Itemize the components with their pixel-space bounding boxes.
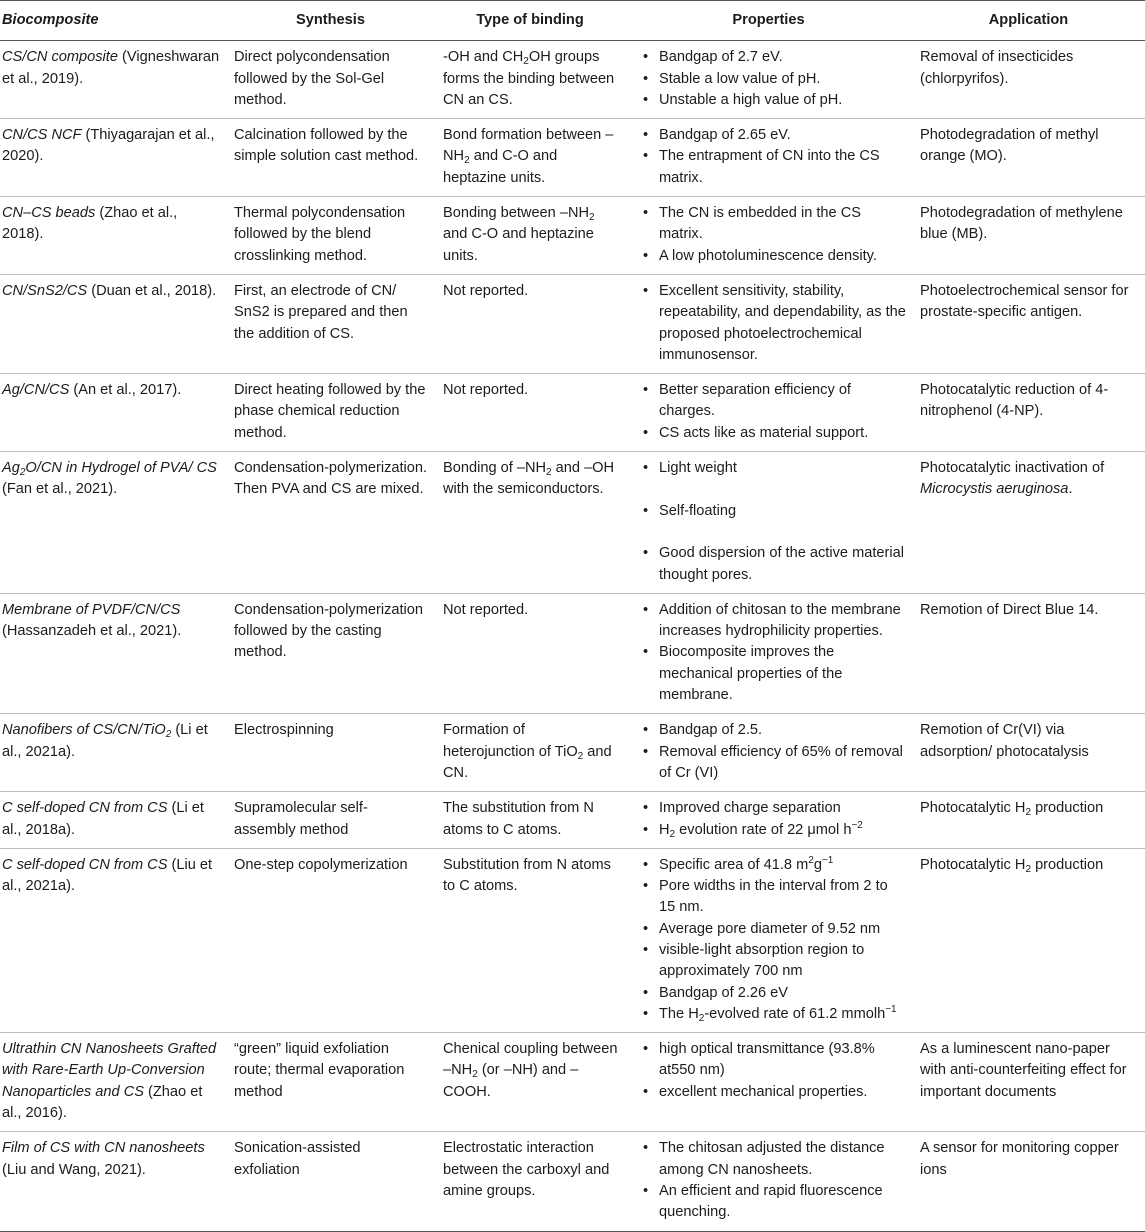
properties-list <box>643 600 906 706</box>
list-item: • The CN is embedded in the CS matrix. <box>643 203 906 246</box>
cell-synthesis: First, an electrode of CN/ SnS2 is prepared and then the addition of CS. <box>226 274 435 373</box>
cell-binding: Chenical coupling between $-NH_2$ (or –NH) and –COOH. <box>435 1033 625 1132</box>
list-item: • Bandgap of 2.65 eV. <box>643 125 906 146</box>
table-row <box>0 452 1145 594</box>
cell-application: Remotion of Cr(VI) via adsorption/ photocatalysis <box>912 714 1145 792</box>
list-item: • Removal efficiency of 65% of removal of Cr (VI) <box>643 742 906 785</box>
list-item: • The entrapment of CN into the CS matrix. <box>643 146 906 189</box>
table-body <box>0 41 1145 1231</box>
cell-binding: Substitution from N atoms to C atoms. <box>435 848 625 1032</box>
cell-synthesis: Direct heating followed by the phase chemical reduction method. <box>226 374 435 452</box>
properties-list <box>643 1138 906 1223</box>
cell-biocomposite: Ultrathin CN Nanosheets Grafted with Rare-Earth Up-Conversion Nanoparticles and CS (Zhao et al., 2016). <box>0 1033 226 1132</box>
list-item: • Light weight <box>643 458 906 479</box>
properties-list <box>643 281 906 366</box>
properties-list <box>643 380 906 444</box>
list-item: • Biocomposite improves the mechanical properties of the membrane. <box>643 642 906 706</box>
cell-application: Photoelectrochemical sensor for prostate-specific antigen. <box>912 274 1145 373</box>
cell-application: A sensor for monitoring copper ions <box>912 1132 1145 1231</box>
cell-binding: Not reported. <box>435 274 625 373</box>
cell-binding: -OH and $CH_2OH$ groups forms the binding between CN an CS. <box>435 41 625 119</box>
header-application: Application <box>912 1 1145 41</box>
cell-synthesis: Thermal polycondensation followed by the blend crosslinking method. <box>226 197 435 275</box>
list-item: • CS acts like as material support. <box>643 423 906 444</box>
cell-biocomposite: $Ag_2O/CN$ in Hydrogel of PVA/ CS (Fan et al., 2021). <box>0 452 226 594</box>
properties-list <box>643 1039 906 1103</box>
properties-list <box>643 125 906 189</box>
cell-biocomposite: CN–CS beads (Zhao et al., 2018). <box>0 197 226 275</box>
list-item: • Specific area of 41.8 $m^2g^{-1}$ <box>643 855 906 876</box>
list-item: • Self-floating <box>643 501 906 522</box>
table-row <box>0 374 1145 452</box>
cell-biocomposite: Nanofibers of CS/CN/TiO$_2$ (Li et al., 2021a). <box>0 714 226 792</box>
cell-synthesis: One-step copolymerization <box>226 848 435 1032</box>
table-row <box>0 1132 1145 1231</box>
cell-synthesis: Supramolecular self-assembly method <box>226 792 435 849</box>
cell-binding: Not reported. <box>435 593 625 713</box>
list-item: • A low photoluminescence density. <box>643 246 906 267</box>
cell-binding: Bond formation between $-NH_2$ and C-O and heptazine units. <box>435 119 625 197</box>
list-item: • Unstable a high value of pH. <box>643 90 906 111</box>
cell-synthesis: Condensation-polymerization followed by the casting method. <box>226 593 435 713</box>
cell-biocomposite: Membrane of PVDF/CN/CS (Hassanzadeh et al., 2021). <box>0 593 226 713</box>
table-row <box>0 593 1145 713</box>
cell-properties <box>625 452 912 594</box>
table-row <box>0 848 1145 1032</box>
table-row <box>0 714 1145 792</box>
cell-properties <box>625 41 912 119</box>
list-item: • Bandgap of 2.5. <box>643 720 906 741</box>
cell-properties <box>625 1033 912 1132</box>
header-biocomposite: Biocomposite <box>0 1 226 41</box>
list-item: • visible-light absorption region to approximately 700 nm <box>643 940 906 983</box>
list-item: • Bandgap of 2.26 eV <box>643 983 906 1004</box>
header-synthesis: Synthesis <box>226 1 435 41</box>
cell-biocomposite: C self-doped CN from CS (Li et al., 2018a). <box>0 792 226 849</box>
list-item: • high optical transmittance (93.8% at550 nm) <box>643 1039 906 1082</box>
list-item: • Bandgap of 2.7 eV. <box>643 47 906 68</box>
cell-application: Removal of insecticides (chlorpyrifos). <box>912 41 1145 119</box>
cell-synthesis: Direct polycondensation followed by the Sol-Gel method. <box>226 41 435 119</box>
cell-synthesis: Calcination followed by the simple solution cast method. <box>226 119 435 197</box>
cell-application: As a luminescent nano-paper with anti-counterfeiting effect for important documents <box>912 1033 1145 1132</box>
cell-biocomposite: CN/SnS2/CS (Duan et al., 2018). <box>0 274 226 373</box>
cell-synthesis: Condensation-polymerization. Then PVA and CS are mixed. <box>226 452 435 594</box>
cell-properties <box>625 1132 912 1231</box>
cell-application: Photocatalytic $H_2$ production <box>912 792 1145 849</box>
cell-properties <box>625 119 912 197</box>
list-item: • excellent mechanical properties. <box>643 1082 906 1103</box>
table-row <box>0 792 1145 849</box>
cell-application: Photocatalytic reduction of 4-nitrophenol (4-NP). <box>912 374 1145 452</box>
header-row <box>0 1 1145 41</box>
cell-biocomposite: C self-doped CN from CS (Liu et al., 2021a). <box>0 848 226 1032</box>
cell-properties <box>625 714 912 792</box>
header-properties: Properties <box>625 1 912 41</box>
properties-list <box>643 798 906 841</box>
cell-biocomposite: CS/CN composite (Vigneshwaran et al., 2019). <box>0 41 226 119</box>
list-item: • Pore widths in the interval from 2 to 15 nm. <box>643 876 906 919</box>
properties-list <box>643 855 906 1025</box>
cell-properties <box>625 374 912 452</box>
cell-synthesis: Sonication-assisted exfoliation <box>226 1132 435 1231</box>
cell-binding: Bonding of $-NH_2$ and –OH with the semiconductors. <box>435 452 625 594</box>
cell-properties <box>625 197 912 275</box>
cell-application: Photocatalytic $H_2$ production <box>912 848 1145 1032</box>
properties-list <box>643 47 906 111</box>
cell-synthesis: “green” liquid exfoliation route; thermal evaporation method <box>226 1033 435 1132</box>
list-item: • Stable a low value of pH. <box>643 69 906 90</box>
cell-properties <box>625 848 912 1032</box>
list-item: • Average pore diameter of 9.52 nm <box>643 919 906 940</box>
cell-properties <box>625 593 912 713</box>
list-item: • Addition of chitosan to the membrane increases hydrophilicity properties. <box>643 600 906 643</box>
cell-synthesis: Electrospinning <box>226 714 435 792</box>
cell-binding: Formation of heterojunction of TiO$_2$ and CN. <box>435 714 625 792</box>
table-row <box>0 197 1145 275</box>
cell-application: Remotion of Direct Blue 14. <box>912 593 1145 713</box>
cell-binding: Bonding between $-NH_2$ and C-O and heptazine units. <box>435 197 625 275</box>
cell-biocomposite: Ag/CN/CS (An et al., 2017). <box>0 374 226 452</box>
list-item: • The chitosan adjusted the distance among CN nanosheets. <box>643 1138 906 1181</box>
table-row <box>0 1033 1145 1132</box>
cell-binding: The substitution from N atoms to C atoms. <box>435 792 625 849</box>
table-row <box>0 41 1145 119</box>
table-row <box>0 119 1145 197</box>
cell-biocomposite: CN/CS NCF (Thiyagarajan et al., 2020). <box>0 119 226 197</box>
list-item: • $H_2$ evolution rate of 22 μmol $h^{-2}$ <box>643 820 906 841</box>
list-item: • Better separation efficiency of charges. <box>643 380 906 423</box>
cell-binding: Electrostatic interaction between the carboxyl and amine groups. <box>435 1132 625 1231</box>
cell-application: Photodegradation of methyl orange (MO). <box>912 119 1145 197</box>
cell-application: Photocatalytic inactivation of Microcystis aeruginosa. <box>912 452 1145 594</box>
table-row <box>0 274 1145 373</box>
header-binding: Type of binding <box>435 1 625 41</box>
list-item: • The $H_2$-evolved rate of 61.2 mmolh$^{-1}$ <box>643 1004 906 1025</box>
properties-list <box>643 458 906 586</box>
properties-list <box>643 720 906 784</box>
list-item: • Improved charge separation <box>643 798 906 819</box>
cell-binding: Not reported. <box>435 374 625 452</box>
cell-properties <box>625 792 912 849</box>
list-item: • Good dispersion of the active material thought pores. <box>643 543 906 586</box>
list-item: • An efficient and rapid fluorescence quenching. <box>643 1181 906 1224</box>
list-item: • Excellent sensitivity, stability, repeatability, and dependability, as the proposed photoelectrochemical immunosensor. <box>643 281 906 366</box>
cell-application: Photodegradation of methylene blue (MB). <box>912 197 1145 275</box>
properties-list <box>643 203 906 267</box>
cell-biocomposite: Film of CS with CN nanosheets (Liu and Wang, 2021). <box>0 1132 226 1231</box>
cell-properties <box>625 274 912 373</box>
